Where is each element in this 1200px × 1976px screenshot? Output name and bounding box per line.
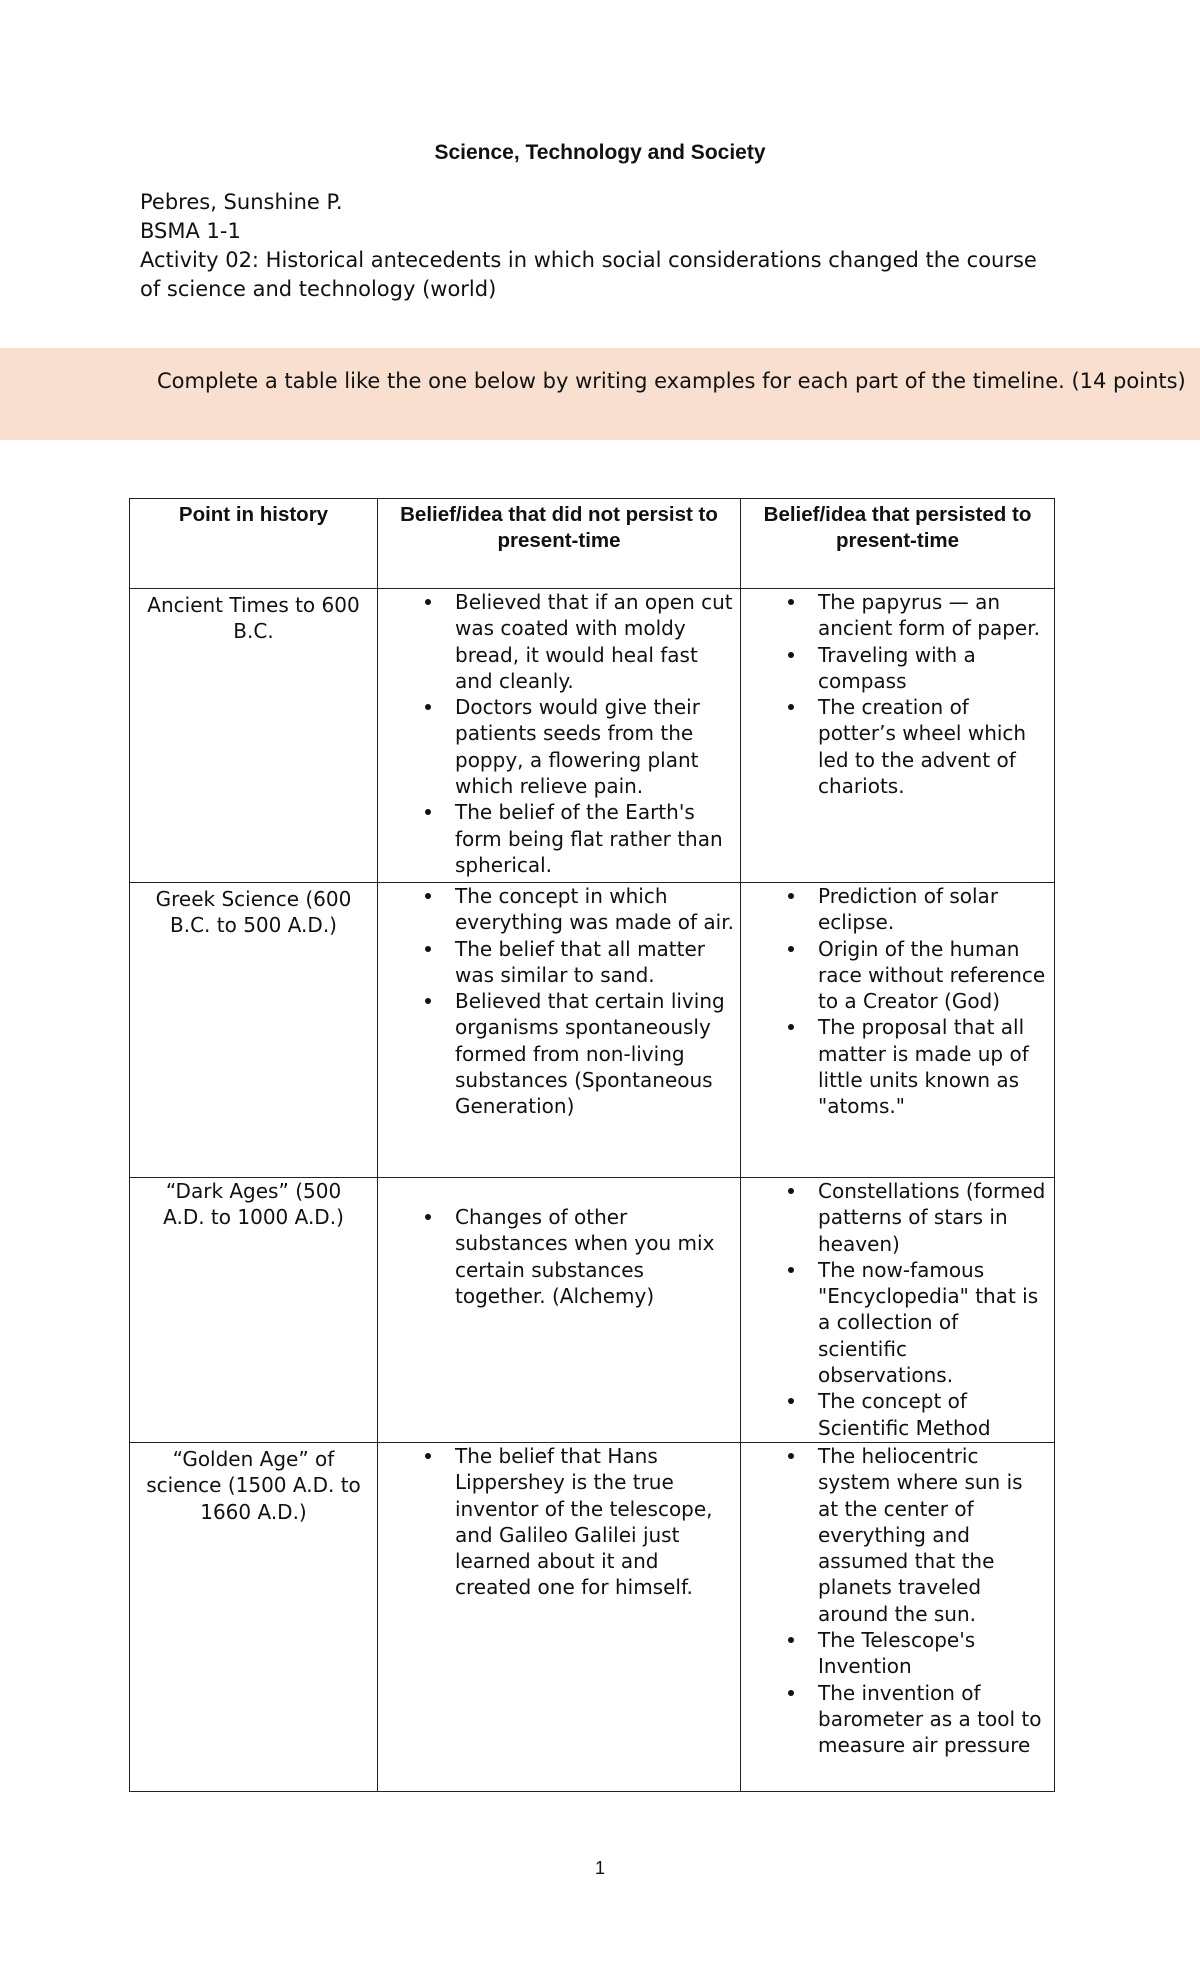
period-cell: “Golden Age” of science (1500 A.D. to 1660 A.D.): [130, 1443, 378, 1792]
table-row: [130, 1178, 1055, 1443]
list-item: The concept of Scientific Method: [773, 1388, 1048, 1441]
author-name: Pebres, Sunshine P.: [140, 190, 343, 214]
activity-description: Activity 02: Historical antecedents in which social considerations changed the course of science and technology (world): [140, 248, 1037, 301]
list-item: The heliocentric system where sun is at the center of everything and assumed that the planets traveled around the sun.: [773, 1443, 1048, 1627]
page-number: 1: [594, 1858, 605, 1878]
list-item: Doctors would give their patients seeds from the poppy, a flowering plant which relieve pain.: [410, 694, 734, 799]
list-item: Believed that if an open cut was coated with moldy bread, it would heal fast and cleanly.: [410, 589, 734, 694]
persisted-cell: [741, 1443, 1055, 1792]
document-title: Science, Technology and Society: [434, 141, 766, 164]
list-item: Traveling with a compass: [773, 642, 1048, 695]
section-code: BSMA 1-1: [140, 219, 241, 243]
list-item: The papyrus — an ancient form of paper.: [773, 589, 1048, 642]
header-persisted: Belief/idea that persisted to present-time: [741, 499, 1055, 589]
table-header-row: [130, 499, 1055, 589]
list-item: Changes of other substances when you mix certain substances together. (Alchemy): [410, 1204, 734, 1309]
list-item: The Telescope's Invention: [773, 1627, 1048, 1680]
list-item: The concept in which everything was made of air.: [410, 883, 734, 936]
instructions-text: Complete a table like the one below by writing examples for each part of the timeline. (14 points): [157, 369, 1186, 393]
table-row: [130, 1443, 1055, 1792]
list-item: Prediction of solar eclipse.: [773, 883, 1048, 936]
table-row: [130, 883, 1055, 1178]
period-cell: “Dark Ages” (500 A.D. to 1000 A.D.): [130, 1178, 378, 1443]
not-persisted-cell: [378, 883, 741, 1178]
list-item: Constellations (formed patterns of stars in heaven): [773, 1178, 1048, 1257]
not-persisted-cell: [378, 1443, 741, 1792]
period-cell: Ancient Times to 600 B.C.: [130, 589, 378, 883]
not-persisted-list: [378, 589, 740, 878]
list-item: The belief of the Earth's form being flat rather than spherical.: [410, 799, 734, 878]
not-persisted-list: [378, 883, 740, 1120]
list-item: The belief that all matter was similar to sand.: [410, 936, 734, 989]
list-item: Believed that certain living organisms spontaneously formed from non-living substances (Spontaneous Generation): [410, 988, 734, 1119]
cell-spacer: [378, 1178, 740, 1204]
list-item: Origin of the human race without reference to a Creator (God): [773, 936, 1048, 1015]
header-point-in-history: Point in history: [130, 499, 378, 589]
persisted-list: [741, 883, 1054, 1120]
list-item: The belief that Hans Lippershey is the true inventor of the telescope, and Galileo Galilei just learned about it and created one for himself.: [410, 1443, 734, 1601]
list-item: The invention of barometer as a tool to measure air pressure: [773, 1680, 1048, 1759]
period-cell: Greek Science (600 B.C. to 500 A.D.): [130, 883, 378, 1178]
table-row: [130, 589, 1055, 883]
instructions-box: [0, 348, 1200, 440]
persisted-list: [741, 589, 1054, 799]
not-persisted-cell: [378, 1178, 741, 1443]
persisted-list: [741, 1178, 1054, 1441]
header-not-persisted: Belief/idea that did not persist to present-time: [378, 499, 741, 589]
list-item: The creation of potter’s wheel which led to the advent of chariots.: [773, 694, 1048, 799]
persisted-cell: [741, 1178, 1055, 1443]
student-info: [140, 188, 1040, 304]
not-persisted-list: [378, 1443, 740, 1601]
persisted-cell: [741, 883, 1055, 1178]
timeline-table: [129, 498, 1055, 1792]
list-item: The proposal that all matter is made up of little units known as "atoms.": [773, 1014, 1048, 1119]
not-persisted-list: [378, 1204, 740, 1309]
list-item: The now-famous "Encyclopedia" that is a collection of scientific observations.: [773, 1257, 1048, 1388]
not-persisted-cell: [378, 589, 741, 883]
persisted-cell: [741, 589, 1055, 883]
persisted-list: [741, 1443, 1054, 1759]
